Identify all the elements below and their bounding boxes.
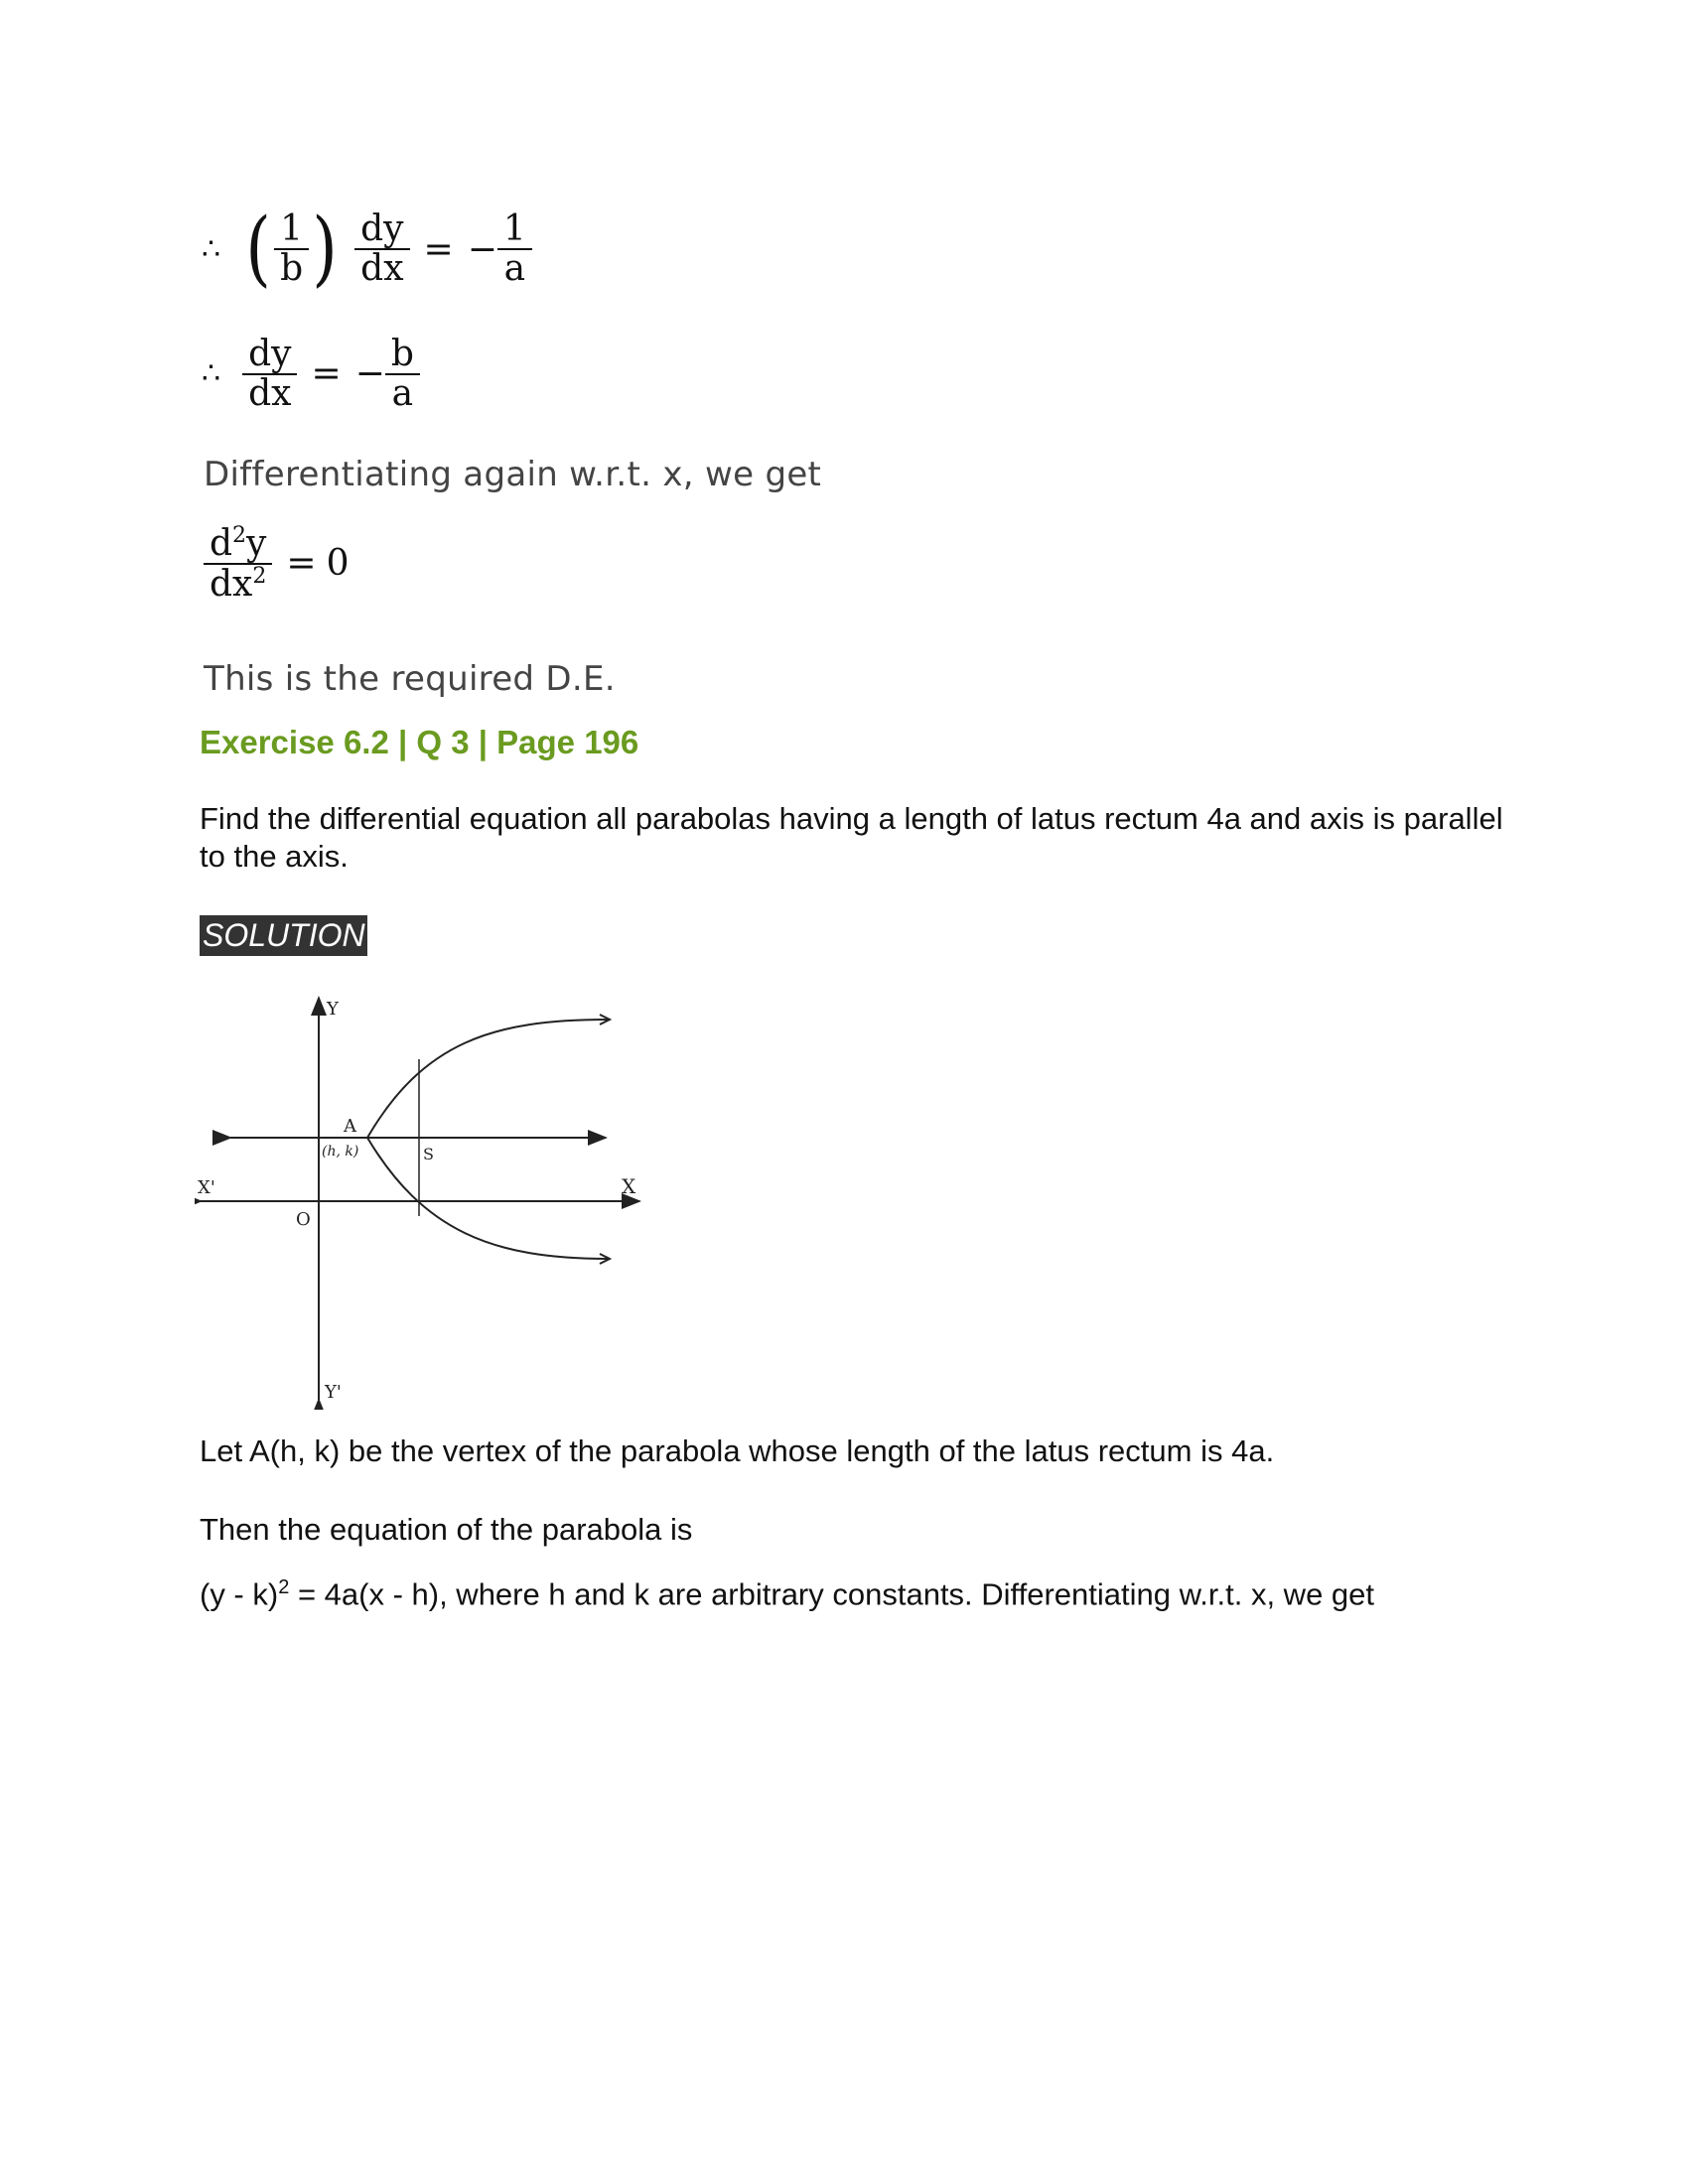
therefore-symbol: ∴ (202, 231, 221, 267)
second-derivative-fraction: $\frac{d^2y}{dx^2}$ (204, 524, 272, 604)
label-vertex-a: A (344, 1116, 356, 1137)
therefore-symbol: ∴ (202, 356, 221, 392)
equals-sign: = (286, 543, 317, 585)
zero: 0 (326, 543, 350, 585)
equation-2 (202, 336, 420, 413)
parabola-equation-line: (y - k)$^2$ = 4a(x - h), where h and k are arbitrary constants. Differentiating w.r.t. x, we get (200, 1576, 1375, 1612)
parabola-figure (195, 993, 651, 1410)
parabola-curve (367, 1020, 608, 1259)
minus-sign: − (467, 228, 497, 270)
fraction-1-over-a: $\frac{1}{a}$ (497, 210, 532, 288)
label-x-prime: X' (198, 1177, 215, 1198)
equals-sign: = (423, 228, 454, 270)
equals-sign: = (311, 353, 342, 395)
minus-sign: − (354, 353, 385, 395)
then-equation-paragraph: Then the equation of the parabola is (200, 1512, 693, 1547)
fraction-dy-dx: $\frac{dy}{dx}$ (242, 336, 297, 413)
label-focus-s: S (423, 1145, 434, 1163)
solution-label: SOLUTION (200, 915, 367, 956)
label-origin: O (296, 1209, 311, 1230)
question-text: Find the differential equation all parabolas having a length of latus rectum 4a and axis is parallel to the axis. (200, 801, 1503, 874)
equation-1 (202, 202, 532, 296)
fraction-dy-dx: $\frac{dy}{dx}$ (354, 210, 409, 288)
label-x: X (622, 1174, 636, 1198)
fraction-1-over-b: $\frac{1}{b}$ (274, 210, 309, 288)
differentiating-line: Differentiating again w.r.t. x, we get (204, 455, 822, 494)
let-vertex-paragraph: Let A(h, k) be the vertex of the parabola whose length of the latus rectum is 4a. (200, 1433, 1275, 1468)
label-hk: (h, k) (322, 1144, 359, 1160)
label-y-prime: Y' (325, 1382, 342, 1403)
required-de-line: This is the required D.E. (204, 659, 616, 699)
equation-3 (204, 524, 349, 604)
exercise-heading: Exercise 6.2 | Q 3 | Page 196 (200, 724, 639, 760)
fraction-b-over-a: $\frac{b}{a}$ (385, 336, 420, 413)
right-paren: ) (312, 202, 338, 296)
left-paren: ( (245, 202, 271, 296)
label-y: Y (327, 999, 339, 1020)
